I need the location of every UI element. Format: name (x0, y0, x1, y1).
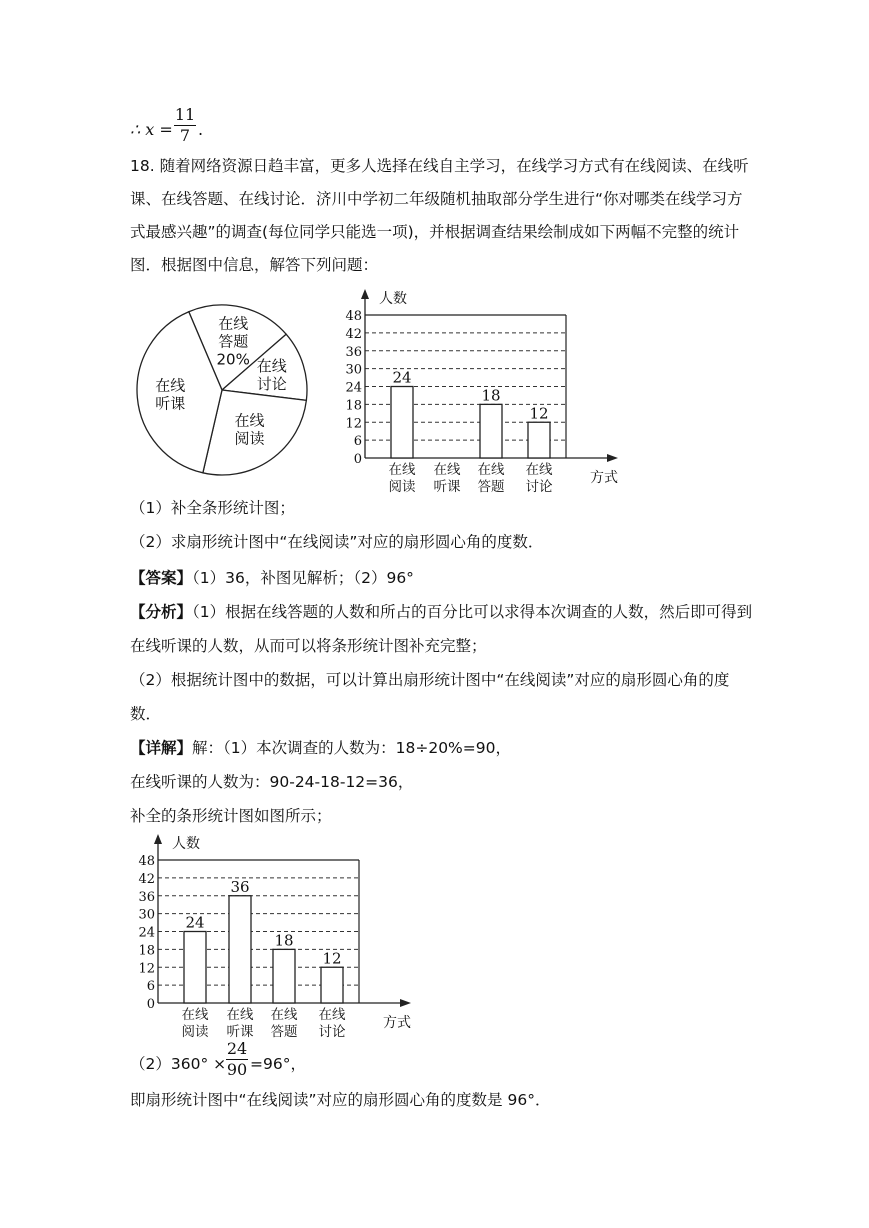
fraction-2-numerator: 24 (226, 1039, 248, 1058)
y-axis-arrow (361, 289, 369, 299)
formula-2 (130, 1040, 390, 1088)
bar-chart-complete (128, 830, 428, 1040)
x-tick-label-3-1: 在线 (318, 1007, 346, 1023)
x-tick-label-2-2: 答题 (477, 479, 505, 495)
y-axis-arrow (154, 834, 162, 844)
question-1: （1）补全条形统计图； (130, 499, 295, 517)
y-tick-label: 30 (138, 907, 155, 923)
y-tick-label: 6 (353, 434, 362, 450)
x-tick-label-1-2: 听课 (433, 479, 461, 495)
problem-line-3: 式最感兴趣”的调查(每位同学只能选一项)，并根据调查结果绘制成如下两幅不完整的统计 (130, 223, 740, 241)
y-tick-label: 24 (345, 380, 362, 396)
problem-line-4: 图．根据图中信息，解答下列问题： (130, 256, 379, 274)
y-tick-label: 42 (138, 871, 155, 887)
answer-line (130, 568, 414, 588)
x-tick-label-3-2: 讨论 (525, 479, 553, 495)
bar-1 (229, 896, 251, 1003)
x-tick-label-1-2: 听课 (226, 1024, 254, 1040)
bar-data-label-0: 24 (185, 913, 205, 932)
x-tick-label-3-1: 在线 (525, 462, 553, 478)
pie-label-1-0: 在线 (256, 356, 287, 375)
x-axis-label: 方式 (383, 1015, 411, 1031)
problem-line-1: 18. 随着网络资源日趋丰富，更多人选择在线自主学习，在线学习方式有在线阅读、在线听 (130, 157, 749, 175)
pie-label-0-0: 在线 (218, 314, 249, 333)
detail-text-1: 解：（1）本次调查的人数为：18÷20%=90， (192, 739, 512, 757)
x-tick-label-0-2: 阅读 (181, 1024, 209, 1040)
x-tick-label-1-1: 在线 (226, 1007, 254, 1023)
y-tick-label: 24 (138, 925, 155, 941)
y-axis-label: 人数 (172, 836, 200, 852)
y-tick-label: 36 (138, 889, 155, 905)
detail-tag: 【详解】 (130, 739, 193, 757)
detail-line-1 (130, 738, 511, 758)
fraction-denominator: 7 (179, 126, 191, 145)
y-tick-label: 48 (345, 309, 362, 324)
question-2: （2）求扇形统计图中“在线阅读”对应的扇形圆心角的度数． (130, 533, 544, 551)
x-axis-arrow (607, 454, 618, 462)
problem-line-2: 课、在线答题、在线讨论．济川中学初二年级随机抽取部分学生进行“你对哪类在线学习方 (130, 190, 743, 208)
analysis-line-1 (130, 602, 752, 622)
analysis-line-4: 数． (130, 705, 162, 723)
pie-label-2-1: 阅读 (234, 429, 265, 448)
analysis-line-3: （2）根据统计图中的数据，可以计算出扇形统计图中“在线阅读”对应的扇形圆心角的度 (130, 671, 730, 689)
fraction-numerator: 11 (174, 105, 196, 124)
bar-data-label-3: 12 (529, 404, 549, 423)
y-tick-label: 42 (345, 326, 362, 342)
fraction (174, 106, 196, 145)
bar-chart-incomplete (335, 285, 635, 495)
top-formula (130, 106, 250, 156)
formula-2-prefix: （2）360° × (130, 1055, 227, 1073)
formula-suffix: . (198, 120, 204, 139)
detail-line-2: 在线听课的人数为：90-24-18-12=36， (130, 773, 414, 791)
x-axis-arrow (400, 999, 411, 1007)
analysis-line-2: 在线听课的人数，从而可以将条形统计图补充完整； (130, 637, 487, 655)
analysis-tag: 【分析】 (130, 603, 193, 621)
y-tick-label: 6 (146, 979, 155, 995)
conclusion: 即扇形统计图中“在线阅读”对应的扇形圆心角的度数是 96°． (130, 1091, 551, 1109)
x-tick-label-3-2: 讨论 (318, 1024, 346, 1040)
y-tick-label: 0 (146, 997, 155, 1012)
y-tick-label: 18 (345, 398, 362, 414)
pie-label-0-1: 答题 (218, 332, 249, 351)
bar-data-label-1: 36 (230, 877, 250, 896)
pie-label-2-0: 在线 (234, 411, 265, 430)
pie-label-1-1: 讨论 (256, 374, 287, 393)
answer-tag: 【答案】 (130, 569, 193, 587)
bar-data-label-0: 24 (392, 368, 412, 387)
y-tick-label: 18 (138, 943, 155, 959)
y-tick-label: 48 (138, 854, 155, 869)
bar-data-label-2: 18 (481, 386, 501, 405)
bar-3 (321, 967, 343, 1003)
y-axis-label: 人数 (379, 291, 407, 307)
x-axis-label: 方式 (590, 470, 618, 486)
fraction-2-denominator: 90 (226, 1060, 248, 1079)
x-tick-label-2-1: 在线 (270, 1007, 298, 1023)
y-tick-label: 0 (353, 452, 362, 467)
pie-label-0-2: 20% (216, 350, 250, 369)
bar-2 (480, 404, 502, 458)
x-tick-label-0-1: 在线 (181, 1007, 209, 1023)
bar-0 (184, 932, 206, 1004)
x-tick-label-0-2: 阅读 (388, 479, 416, 495)
formula-2-suffix: =96°， (250, 1055, 306, 1073)
y-tick-label: 12 (345, 416, 362, 432)
x-tick-label-2-1: 在线 (477, 462, 505, 478)
x-tick-label-1-1: 在线 (433, 462, 461, 478)
analysis-text-1: （1）根据在线答题的人数和所占的百分比可以求得本次调查的人数，然后即可得到 (192, 603, 753, 621)
pie-chart (132, 300, 312, 480)
x-tick-label-0-1: 在线 (388, 462, 416, 478)
fraction-2 (226, 1040, 248, 1079)
bar-3 (528, 422, 550, 458)
pie-label-3-1: 听课 (155, 394, 186, 413)
y-tick-label: 36 (345, 344, 362, 360)
answer-text: （1）36，补图见解析；（2）96° (192, 569, 414, 587)
formula-prefix: ∴ x = (130, 120, 173, 139)
bar-0 (391, 387, 413, 459)
bar-data-label-3: 12 (322, 949, 342, 968)
x-tick-label-2-2: 答题 (270, 1024, 298, 1040)
bar-data-label-2: 18 (274, 931, 294, 950)
y-tick-label: 30 (345, 362, 362, 378)
y-tick-label: 12 (138, 961, 155, 977)
detail-line-3: 补全的条形统计图如图所示； (130, 807, 332, 825)
pie-label-3-0: 在线 (155, 376, 186, 395)
bar-2 (273, 949, 295, 1003)
